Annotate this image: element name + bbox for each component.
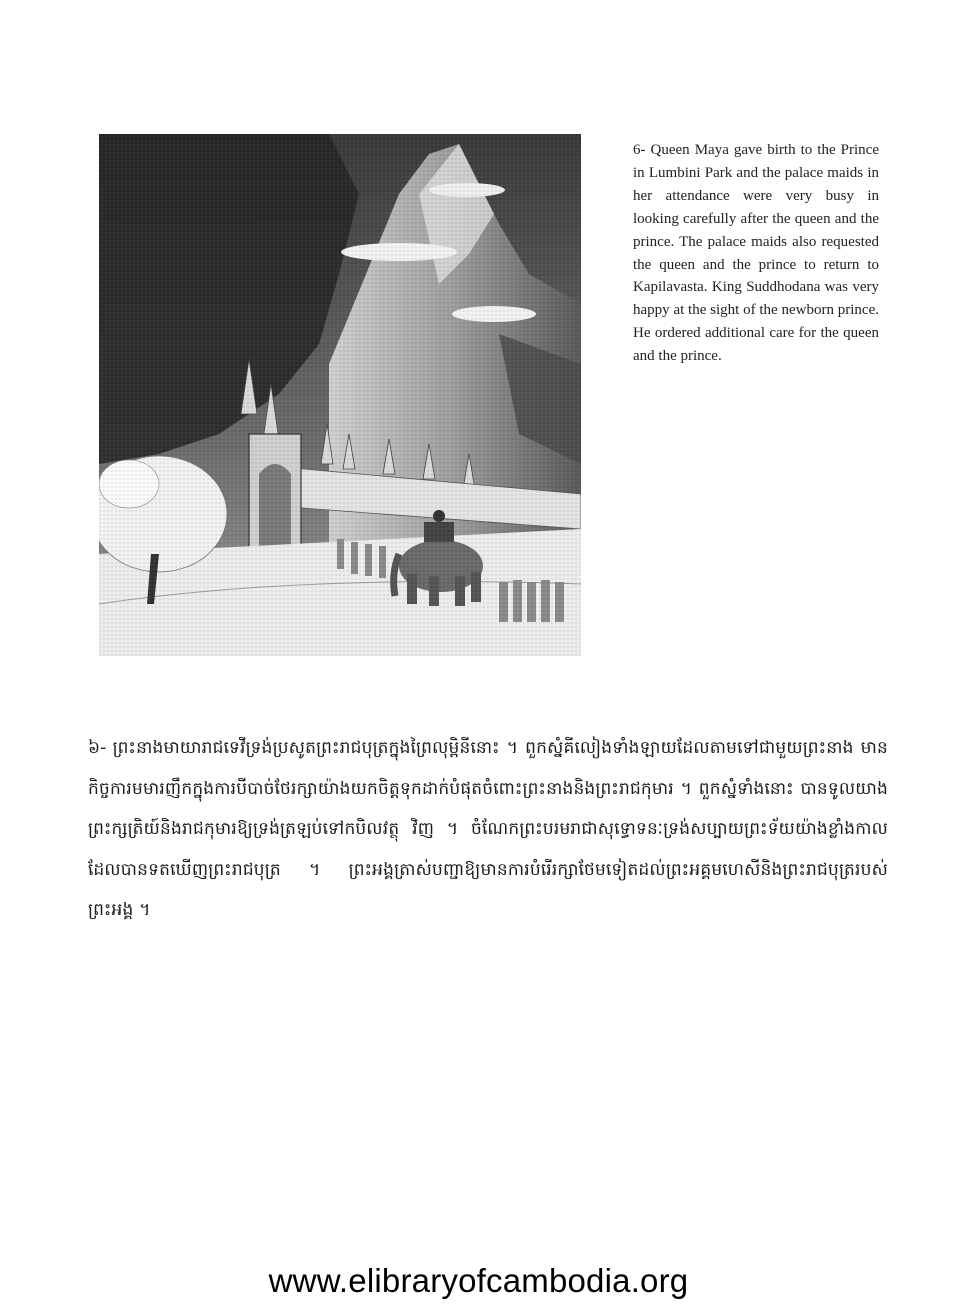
lumbini-procession-illustration	[99, 134, 581, 656]
illustration	[99, 134, 581, 656]
khmer-paragraph	[88, 728, 888, 931]
footer-url[interactable]: www.elibraryofcambodia.org	[268, 1262, 689, 1299]
khmer-paragraph-text: ព្រះនាងមាយារាជទេវីទ្រង់ប្រសូតព្រះរាជបុត្រក្នុងព្រៃលុម្ពិនីនោះ ។ ពួកស្នំគីលៀងទាំងឡាយដែលតាមទៅជាមួយព្រះនាង មានកិច្ចការមមារញឹកក្នុងការបីបាច់ថែរក្សាយ៉ាងយកចិត្តទុកដាក់បំផុតចំពោះព្រះនាងនិងព្រះរាជកុមារ ។ ពួកស្នំទាំងនោះ បានទូលយាងព្រះក្សត្រិយ៍និងរាជកុមារឱ្យទ្រង់ត្រឡប់ទៅកបិលវត្ថុ វិញ ។ ចំណែកព្រះបរមរាជាសុទ្ធោទនៈទ្រង់សប្បាយព្រះទ័យយ៉ាងខ្លាំងកាលដែលបានទតឃើញព្រះរាជបុត្រ ។ ព្រះអង្គត្រាស់បញ្ជាឱ្យមានការបំរើរក្សាថែមទៀតដល់ព្រះអគ្គមហេសីនិងព្រះរាជបុត្ររបស់ព្រះអង្គ ។	[88, 738, 888, 920]
english-caption: 6- Queen Maya gave birth to the Prince in Lumbini Park and the palace maids in her attendance were very busy in looking carefully after the queen and the prince. The palace maids also requested the queen and the prince to return to Kapilavasta. King Suddhodana was very happy at the sight of the newborn prince. He ordered additional care for the queen and the prince.	[633, 142, 879, 365]
khmer-paragraph-number: ៦-	[88, 738, 107, 758]
